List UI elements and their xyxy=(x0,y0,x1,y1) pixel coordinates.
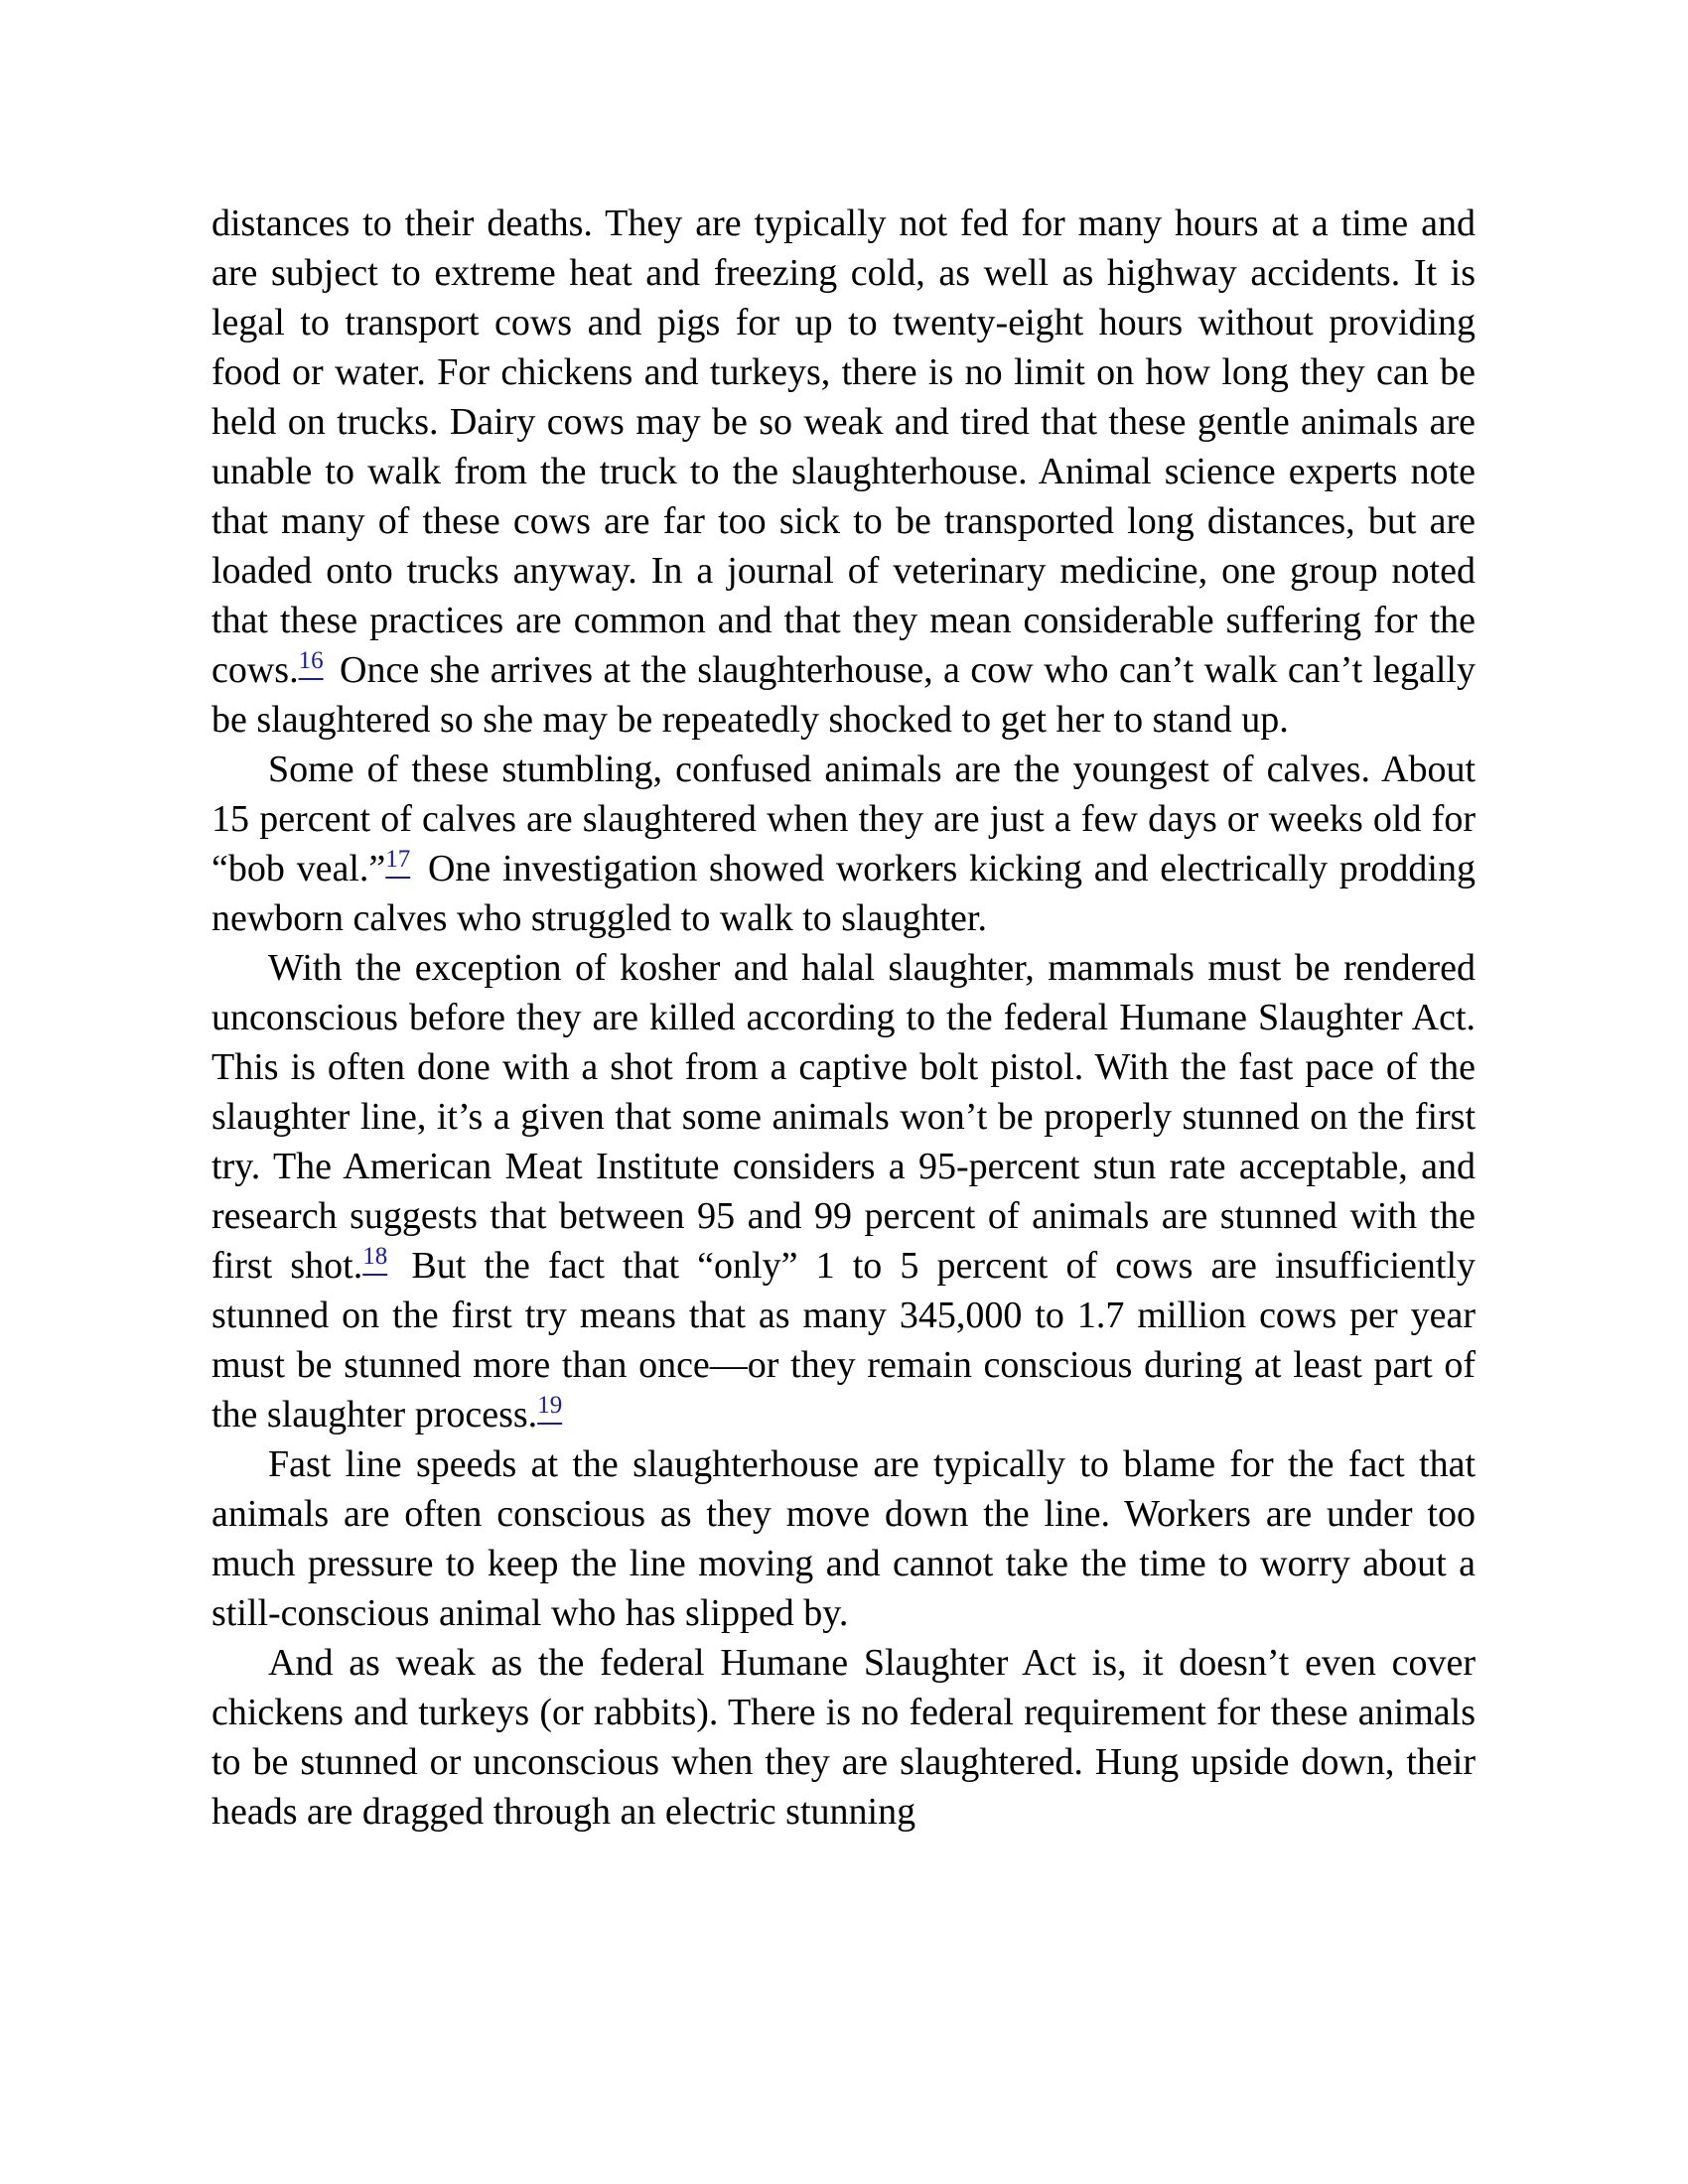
paragraph-4-text: Fast line speeds at the slaughterhouse are typically to blame for the fact that animals are often conscious as they move down the line. Workers are under too much pressure to keep the line moving and cannot take the time to worry about a still-conscious animal who has slipped by. xyxy=(211,1443,1476,1634)
document-page xyxy=(211,199,1476,1837)
paragraph-1 xyxy=(211,199,1476,745)
paragraph-2-text-a: Some of these stumbling, confused animals are the youngest of calves. About 15 percent of calves are slaughtered when they are just a few days or weeks old for “bob veal.” xyxy=(211,749,1476,889)
footnote-link-18[interactable]: 18 xyxy=(362,1243,388,1271)
paragraph-3 xyxy=(211,943,1476,1439)
paragraph-3-text-b: But the fact that “only” 1 to 5 percent of cows are insufficiently stunned on the first try means that as many 345,000 to 1.7 million cows per year must be stunned more than once—or they remain conscious during at least part of the slaughter process. xyxy=(211,1245,1476,1435)
paragraph-2 xyxy=(211,745,1476,943)
paragraph-1-text-b: Once she arrives at the slaughterhouse, a cow who can’t walk can’t legally be slaughtered so she may be repeatedly shocked to get her to stand up. xyxy=(211,649,1476,741)
footnote-link-19[interactable]: 19 xyxy=(537,1392,563,1420)
paragraph-3-text-a: With the exception of kosher and halal slaughter, mammals must be rendered unconscious before they are killed according to the federal Humane Slaughter Act. This is often done with a shot from a captive bolt pistol. With the fast pace of the slaughter line, it’s a given that some animals won’t be properly stunned on the first try. The American Meat Institute considers a 95-percent stun rate acceptable, and research suggests that between 95 and 99 percent of animals are stunned with the first shot. xyxy=(211,947,1476,1287)
paragraph-4 xyxy=(211,1439,1476,1638)
footnote-link-16[interactable]: 16 xyxy=(298,647,324,675)
paragraph-2-text-b: One investigation showed workers kicking and electrically prodding newborn calves who struggled to walk to slaughter. xyxy=(211,848,1476,939)
paragraph-5-text: And as weak as the federal Humane Slaughter Act is, it doesn’t even cover chickens and turkeys (or rabbits). There is no federal requirement for these animals to be stunned or unconscious when they are slaughtered. Hung upside down, their heads are dragged through an electric stunning xyxy=(211,1642,1476,1833)
paragraph-1-text-a: distances to their deaths. They are typically not fed for many hours at a time and are subject to extreme heat and freezing cold, as well as highway accidents. It is legal to transport cows and pigs for up to twenty-eight hours without providing food or water. For chickens and turkeys, there is no limit on how long they can be held on trucks. Dairy cows may be so weak and tired that these gentle animals are unable to walk from the truck to the slaughterhouse. Animal science experts note that many of these cows are far too sick to be transported long distances, but are loaded onto trucks anyway. In a journal of veterinary medicine, one group noted that these practices are common and that they mean considerable suffering for the cows. xyxy=(211,203,1476,691)
paragraph-5 xyxy=(211,1638,1476,1837)
footnote-link-17[interactable]: 17 xyxy=(385,846,411,874)
